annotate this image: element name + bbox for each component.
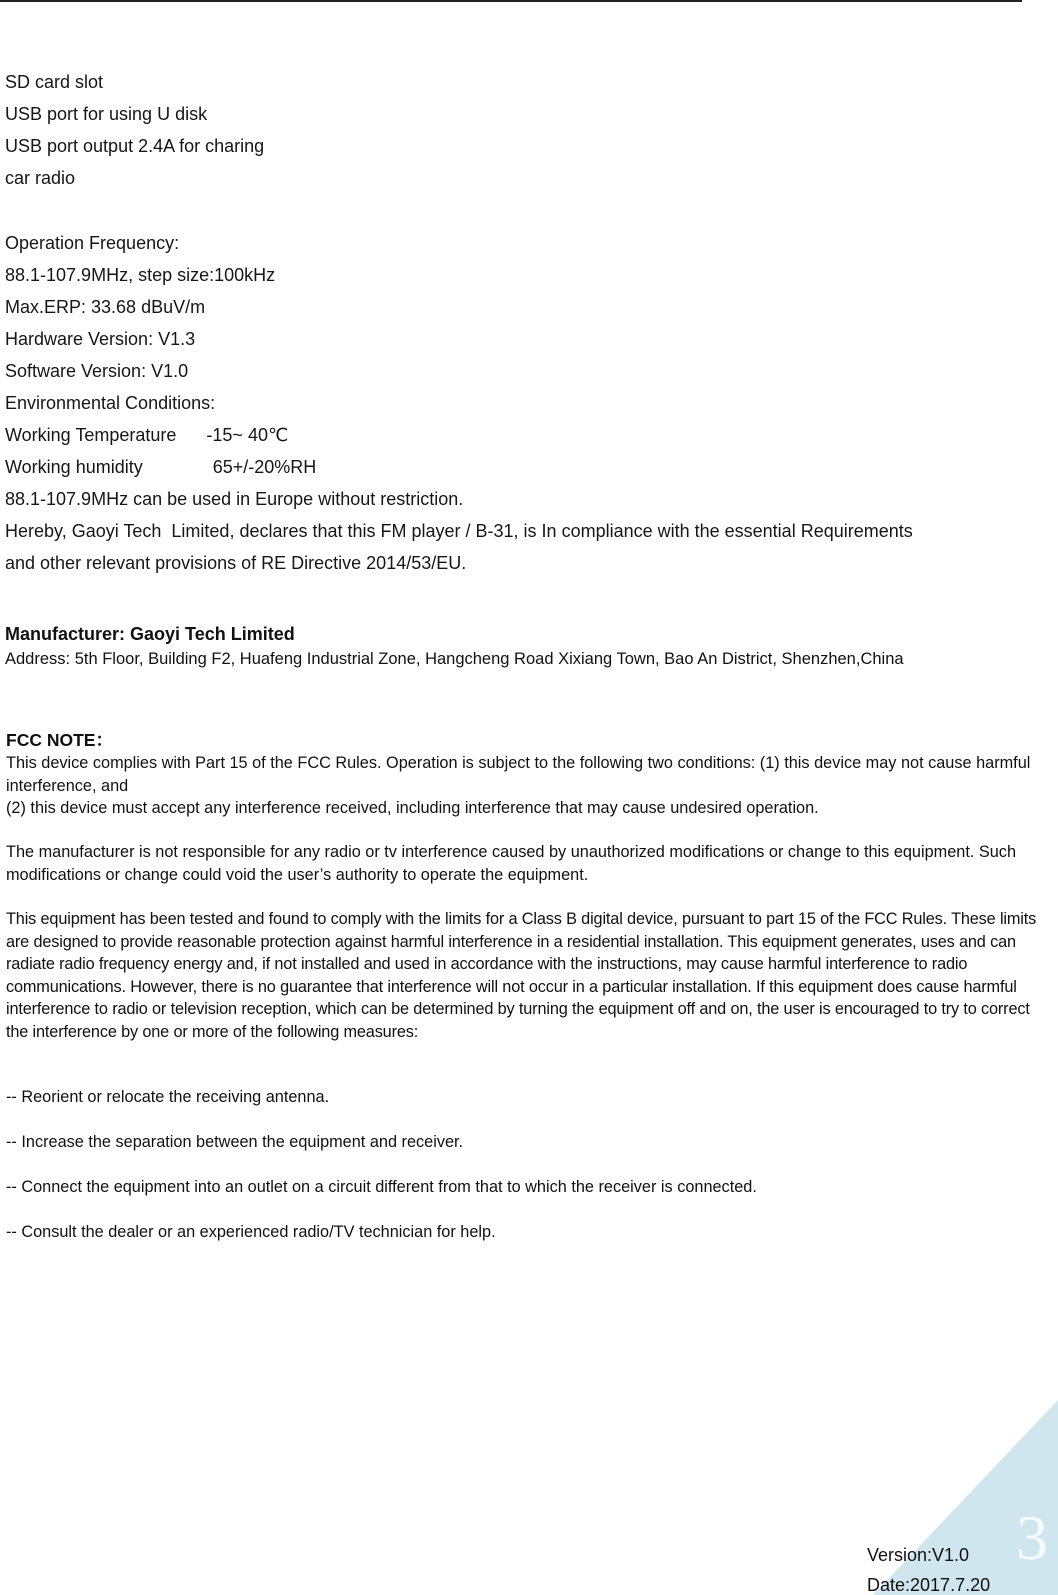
spec-line: Working Temperature -15~ 40℃ [5, 425, 289, 445]
spec-line: and other relevant provisions of RE Directive 2014/53/EU. [5, 553, 467, 573]
spec-line: Environmental Conditions: [5, 393, 216, 413]
date-label: Date:2017.7.20 [867, 1575, 991, 1595]
fcc-paragraph: The manufacturer is not responsible for any radio or tv interference caused by unauthorized modifications or change to this equipment. Such modifications or change could void the user’s authority to operate the equipment. [6, 843, 1017, 884]
feature-line: USB port output 2.4A for charing [5, 136, 265, 156]
feature-line: SD card slot [5, 72, 104, 92]
spec-line: 88.1-107.9MHz can be used in Europe without restriction. [5, 489, 464, 509]
fcc-paragraph: This equipment has been tested and found to comply with the limits for a Class B digital device, pursuant to part 15 of the FCC Rules. These limits are designed to provide reasonable protection against harmful interference in a residential installation. This equipment generates, uses and can radiate radio frequency energy and, if not installed and used in accordance with the instructions, may cause harmful interference to radio communications. However, there is no guarantee that interference will not occur in a particular installation. If this equipment does cause harmful interference to radio or television reception, which can be determined by turning the equipment off and on, the user is encouraged to try to correct the interference by one or more of the following measures: [6, 910, 1037, 1041]
spec-line: Max.ERP: 33.68 dBuV/m [5, 297, 206, 317]
fcc-title: FCC NOTE： [6, 730, 113, 750]
fcc-paragraph: (2) this device must accept any interference received, including interference that may cause undesired operation. [6, 799, 819, 817]
version-label: Version:V1.0 [867, 1545, 970, 1565]
spec-line: Hereby, Gaoyi Tech Limited, declares that this FM player / B-31, is In compliance with the essential Requirements [5, 521, 913, 541]
fcc-measure: -- Increase the separation between the equipment and receiver. [6, 1133, 464, 1151]
spec-line: Operation Frequency: [5, 233, 180, 253]
spec-line: Working humidity 65+/-20%RH [5, 457, 317, 477]
manufacturer-address: Address: 5th Floor, Building F2, Huafeng Industrial Zone, Hangcheng Road Xixiang Town, Bao An District, Shenzhen,China [5, 650, 904, 668]
feature-line: USB port for using U disk [5, 104, 208, 124]
spec-line: Hardware Version: V1.3 [5, 329, 196, 349]
fcc-measure: -- Reorient or relocate the receiving antenna. [6, 1088, 330, 1106]
fcc-paragraph: This device complies with Part 15 of the FCC Rules. Operation is subject to the following two conditions: (1) this device may not cause harmful interference, and [6, 754, 1031, 795]
feature-line: car radio [5, 168, 76, 188]
spec-line: 88.1-107.9MHz, step size:100kHz [5, 265, 276, 285]
top-rule [0, 0, 1022, 2]
spec-line: Software Version: V1.0 [5, 361, 189, 381]
manufacturer-label: Manufacturer: Gaoyi Tech Limited [5, 624, 295, 644]
page-number: 3 [1016, 1502, 1048, 1573]
fcc-measure: -- Connect the equipment into an outlet on a circuit different from that to which the receiver is connected. [6, 1178, 757, 1196]
fcc-measure: -- Consult the dealer or an experienced radio/TV technician for help. [6, 1223, 496, 1241]
